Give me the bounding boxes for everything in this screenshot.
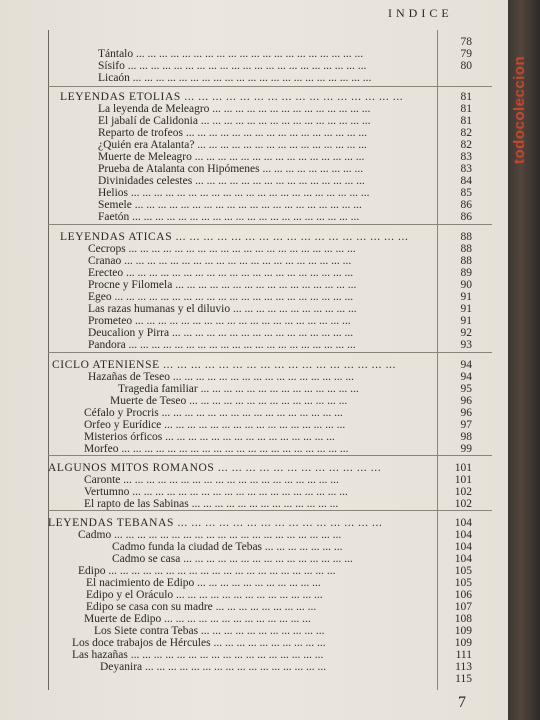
toc-entry: Los Siete contra Tebas ... ... ... ... ... ... ... ... ... ... ... (94, 625, 325, 637)
toc-page-number: 81 (460, 115, 472, 127)
toc-entry: Céfalo y Procris ... ... ... ... ... ... ... ... ... ... ... ... ... ... ... ... (84, 407, 343, 419)
toc-page-number: 90 (460, 279, 472, 291)
section-rule (48, 510, 492, 511)
toc-entry: Las hazañas ... ... ... ... ... ... ... ... ... ... ... ... ... ... ... ... ... (72, 649, 324, 661)
toc-entry: Misterios órficos ... ... ... ... ... ... ... ... ... ... ... ... ... ... ... (84, 431, 335, 443)
toc-section-heading: LEYENDAS ATICAS ... ... ... ... ... ... ... ... ... ... ... ... ... ... ... ... ... (60, 231, 409, 243)
toc-page-number: 105 (454, 577, 472, 589)
section-rule (48, 455, 492, 456)
toc-entry: Sísifo ... ... ... ... ... ... ... ... ... ... ... ... ... ... ... ... ... ... ... ... ... (98, 60, 367, 72)
toc-page-number: 102 (454, 486, 472, 498)
toc-section-heading: LEYENDAS TEBANAS ... ... ... ... ... ... ... ... ... ... ... ... ... ... ... (48, 517, 383, 529)
toc-entry: Prometeo ... ... ... ... ... ... ... ... ... ... ... ... ... ... ... ... ... ... ... (88, 315, 351, 327)
toc-page-number: 92 (460, 327, 472, 339)
toc-entry: Edipo ... ... ... ... ... ... ... ... ... ... ... ... ... ... ... ... ... ... ... ... (78, 565, 336, 577)
toc-page-number: 91 (460, 303, 472, 315)
toc-page-number: 79 (460, 48, 472, 60)
toc-page-number: 82 (460, 127, 472, 139)
toc-page-number: 95 (460, 383, 472, 395)
section-rule (48, 352, 492, 353)
toc-entry: Tragedia familiar ... ... ... ... ... ... ... ... ... ... ... ... ... ... (118, 383, 359, 395)
toc-entry: Cecrops ... ... ... ... ... ... ... ... ... ... ... ... ... ... ... ... ... ... ... ... (88, 243, 356, 255)
toc-page-number: 109 (454, 625, 472, 637)
toc-page-number: 91 (460, 315, 472, 327)
toc-page-number: 85 (460, 187, 472, 199)
toc-entry: Cadmo funda la ciudad de Tebas ... ... ... ... ... ... ... (112, 541, 343, 553)
toc-section-heading: LEYENDAS ETOLIAS ... ... ... ... ... ... ... ... ... ... ... ... ... ... ... ... (60, 91, 404, 103)
toc-entry: Faetón ... ... ... ... ... ... ... ... ... ... ... ... ... ... ... ... ... ... ... ... (98, 211, 360, 223)
toc-entry (48, 36, 436, 48)
toc-section-heading: ALGUNOS MITOS ROMANOS ... ... ... ... ... ... ... ... ... ... ... ... (48, 462, 382, 474)
toc-page-number: 82 (460, 139, 472, 151)
toc-entry: Helios ... ... ... ... ... ... ... ... ... ... ... ... ... ... ... ... ... ... ... ... ... (98, 187, 370, 199)
toc-entry: Muerte de Meleagro ... ... ... ... ... ... ... ... ... ... ... ... ... ... ... (98, 151, 365, 163)
toc-page-number: 83 (460, 151, 472, 163)
toc-entry: Edipo se casa con su madre ... ... ... ... ... ... ... ... ... (86, 601, 317, 613)
toc-page-number: 99 (460, 443, 472, 455)
toc-page-number: 81 (460, 91, 472, 103)
toc-page-number: 98 (460, 431, 472, 443)
toc-page-number: 88 (460, 231, 472, 243)
toc-page-number: 105 (454, 565, 472, 577)
toc-page-number: 104 (454, 517, 472, 529)
toc-page-number: 104 (454, 553, 472, 565)
page-number-column-rule (437, 30, 438, 690)
toc-page-number: 115 (455, 673, 472, 685)
toc-page-number: 109 (454, 637, 472, 649)
toc-entry: Reparto de trofeos ... ... ... ... ... ... ... ... ... ... ... ... ... ... ... ... (98, 127, 367, 139)
toc-page-number: 106 (454, 589, 472, 601)
section-rule (48, 224, 492, 225)
toc-entry: Erecteo ... ... ... ... ... ... ... ... ... ... ... ... ... ... ... ... ... ... ... ... (88, 267, 354, 279)
toc-page-number: 93 (460, 339, 472, 351)
toc-entry: Cadmo se casa ... ... ... ... ... ... ... ... ... ... ... ... ... ... ... (112, 553, 353, 565)
toc-entry: El nacimiento de Edipo ... ... ... ... ... ... ... ... ... ... ... (86, 577, 321, 589)
toc-entry: Procne y Filomela ... ... ... ... ... ... ... ... ... ... ... ... ... ... ... ... (88, 279, 357, 291)
toc-page-number: 86 (460, 211, 472, 223)
toc-entry: El rapto de las Sabinas ... ... ... ... ... ... ... ... ... ... ... ... ... (84, 498, 339, 510)
toc-page-number: 104 (454, 541, 472, 553)
toc-page-number: 108 (454, 613, 472, 625)
toc-page-number: 84 (460, 175, 472, 187)
toc-section-heading: CICLO ATENIENSE ... ... ... ... ... ... ... ... ... ... ... ... ... ... ... ... ... (52, 359, 397, 371)
toc-entry: Orfeo y Eurídice ... ... ... ... ... ... ... ... ... ... ... ... ... ... ... ... (84, 419, 346, 431)
toc-page-number: 107 (454, 601, 472, 613)
page-number: 7 (458, 694, 466, 711)
toc-page-number: 88 (460, 255, 472, 267)
toc-page-number: 89 (460, 267, 472, 279)
toc-entry: Caronte ... ... ... ... ... ... ... ... ... ... ... ... ... ... ... ... ... ... ... (84, 474, 339, 486)
toc-page-number: 97 (460, 419, 472, 431)
toc-entry: Deucalion y Pirra ... ... ... ... ... ... ... ... ... ... ... ... ... ... ... ... (88, 327, 354, 339)
toc-page-number: 80 (460, 60, 472, 72)
toc-page-number: 96 (460, 395, 472, 407)
toc-page-number: 102 (454, 498, 472, 510)
toc-page-number: 111 (455, 649, 472, 661)
toc-entry (48, 673, 436, 685)
toc-entry: Prueba de Atalanta con Hipómenes ... ... ... ... ... ... ... ... ... (98, 163, 364, 175)
watermark: todocoleccion (511, 55, 528, 165)
toc-page-number: 113 (455, 661, 472, 673)
toc-entry: Las razas humanas y el diluvio ... ... ... ... ... ... ... ... ... ... ... (88, 303, 357, 315)
toc-entry: Morfeo ... ... ... ... ... ... ... ... ... ... ... ... ... ... ... ... ... ... ... ... (84, 443, 349, 455)
toc-page-number: 91 (460, 291, 472, 303)
toc-page-number: 96 (460, 407, 472, 419)
toc-entry: Deyanira ... ... ... ... ... ... ... ... ... ... ... ... ... ... ... ... (100, 661, 327, 673)
toc-entry: Edipo y el Oráculo ... ... ... ... ... ... ... ... ... ... ... ... ... (86, 589, 323, 601)
toc-entry: Muerte de Edipo ... ... ... ... ... ... ... ... ... ... ... ... ... (84, 613, 311, 625)
toc-page-number: 101 (454, 462, 472, 474)
toc-entry: Vertumno ... ... ... ... ... ... ... ... ... ... ... ... ... ... ... ... ... ... ... (84, 486, 348, 498)
toc-entry: Pandora ... ... ... ... ... ... ... ... ... ... ... ... ... ... ... ... ... ... ... ... (88, 339, 356, 351)
toc-page-number: 94 (460, 371, 472, 383)
toc-entry: Cranao ... ... ... ... ... ... ... ... ... ... ... ... ... ... ... ... ... ... ... ... (88, 255, 352, 267)
toc-entry: Divinidades celestes ... ... ... ... ... ... ... ... ... ... ... ... ... ... ... (98, 175, 365, 187)
toc-entry: Licaón ... ... ... ... ... ... ... ... ... ... ... ... ... ... ... ... ... ... ... ... ... (98, 72, 372, 84)
toc-entry: Cadmo ... ... ... ... ... ... ... ... ... ... ... ... ... ... ... ... ... ... ... ... (78, 529, 342, 541)
toc-entry: Hazañas de Teseo ... ... ... ... ... ... ... ... ... ... ... ... ... ... ... ... (88, 371, 354, 383)
toc-page-number: 83 (460, 163, 472, 175)
toc-page-number: 104 (454, 529, 472, 541)
toc-entry: Los doce trabajos de Hércules ... ... ... ... ... ... ... ... ... ... (72, 637, 326, 649)
toc-entry: Tántalo ... ... ... ... ... ... ... ... ... ... ... ... ... ... ... ... ... ... ... ... (98, 48, 364, 60)
toc-entry: Egeo ... ... ... ... ... ... ... ... ... ... ... ... ... ... ... ... ... ... ... ... ... (88, 291, 354, 303)
toc-page-number: 86 (460, 199, 472, 211)
toc-page-number: 94 (460, 359, 472, 371)
toc-entry: El jabalí de Calidonia ... ... ... ... ... ... ... ... ... ... ... ... ... ... ... (98, 115, 371, 127)
toc-entry: Muerte de Teseo ... ... ... ... ... ... ... ... ... ... ... ... ... ... (110, 395, 348, 407)
page-header: INDICE (388, 6, 453, 20)
toc-page-number: 81 (460, 103, 472, 115)
toc-entry: La leyenda de Meleagro ... ... ... ... ... ... ... ... ... ... ... ... ... ... (98, 103, 371, 115)
toc-entry: ¿Quién era Atalanta? ... ... ... ... ... ... ... ... ... ... ... ... ... ... ... (98, 139, 367, 151)
toc-entry: Semele ... ... ... ... ... ... ... ... ... ... ... ... ... ... ... ... ... ... ... ... (98, 199, 362, 211)
toc-page-number: 101 (454, 474, 472, 486)
toc-page-number: 88 (460, 243, 472, 255)
section-rule (48, 86, 492, 87)
toc-page-number: 78 (460, 36, 472, 48)
